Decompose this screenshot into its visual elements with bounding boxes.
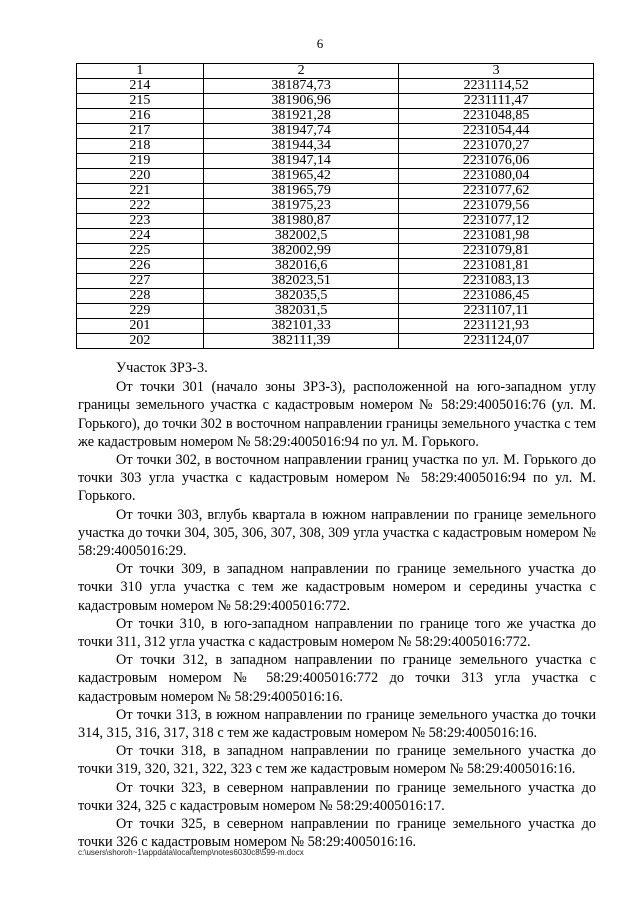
table-row — [77, 274, 594, 289]
table-cell: 218 — [77, 139, 204, 154]
table-cell: 2231076,06 — [399, 154, 594, 169]
table-cell: 382031,5 — [203, 304, 399, 319]
table-cell: 382002,5 — [203, 229, 399, 244]
table-cell: 229 — [77, 304, 204, 319]
paragraph: От точки 323, в северном направлении по границе земельного участка до точки 324, 325 с кадастровым номером № 58:29:4005016:17. — [78, 779, 596, 814]
table-row — [77, 79, 594, 94]
table-cell: 382016,6 — [203, 259, 399, 274]
paragraph-list — [78, 378, 596, 851]
table-row — [77, 94, 594, 109]
table-cell: 1 — [77, 64, 204, 79]
table-cell: 382035,5 — [203, 289, 399, 304]
table-row — [77, 184, 594, 199]
table-cell: 226 — [77, 259, 204, 274]
table-cell: 214 — [77, 79, 204, 94]
table-cell: 382101,33 — [203, 319, 399, 334]
paragraph: От точки 302, в восточном направлении границ участка по ул. М. Горького до точки 303 угла участка с кадастровым номером № 58:29:4005016:94 по ул. М. Горького. — [78, 452, 596, 505]
table-cell: 382023,51 — [203, 274, 399, 289]
table-cell: 382002,99 — [203, 244, 399, 259]
table-cell: 216 — [77, 109, 204, 124]
coordinates-table-body — [77, 64, 594, 349]
table-cell: 382111,39 — [203, 334, 399, 349]
table-header-row — [77, 64, 594, 79]
table-cell: 2 — [203, 64, 399, 79]
table-cell: 228 — [77, 289, 204, 304]
paragraph: От точки 313, в южном направлении по границе земельного участка до точки 314, 315, 316, 317, 318 с тем же кадастровым номером № 58:29:4005016:16. — [78, 706, 596, 742]
table-cell: 219 — [77, 154, 204, 169]
table-cell: 225 — [77, 244, 204, 259]
table-row — [77, 154, 594, 169]
table-cell: 381965,79 — [203, 184, 399, 199]
table-cell: 220 — [77, 169, 204, 184]
table-row — [77, 124, 594, 139]
paragraph: От точки 318, в западном направлении по границе земельного участка до точки 319, 320, 321, 322, 323 с тем же кадастровым номером № 58:29:4005016:16. — [78, 743, 596, 778]
table-cell: 2231111,47 — [399, 94, 594, 109]
table-row — [77, 139, 594, 154]
table-cell: 381947,74 — [203, 124, 399, 139]
document-body — [78, 359, 596, 851]
table-row — [77, 259, 594, 274]
table-cell: 2231048,85 — [399, 109, 594, 124]
table-cell: 223 — [77, 214, 204, 229]
coordinates-table — [76, 63, 594, 349]
table-cell: 2231070,27 — [399, 139, 594, 154]
table-cell: 2231077,12 — [399, 214, 594, 229]
paragraph: От точки 325, в северном направлении по границе земельного участка до точки 326 с кадастровым номером № 58:29:4005016:16. — [78, 816, 596, 851]
table-cell: 3 — [399, 64, 594, 79]
table-row — [77, 319, 594, 334]
table-cell: 2231081,81 — [399, 259, 594, 274]
table-cell: 2231086,45 — [399, 289, 594, 304]
table-cell: 217 — [77, 124, 204, 139]
table-cell: 201 — [77, 319, 204, 334]
table-cell: 381965,42 — [203, 169, 399, 184]
table-row — [77, 109, 594, 124]
page-number: 6 — [316, 36, 324, 51]
paragraph: От точки 301 (начало зоны ЗРЗ-3), расположенной на юго-западном углу границы земельного участка с кадастровым номером № 58:29:4005016:76 (ул. М. Горького), до точки 302 в восточном направлении границы земельного участка с тем же кадастровым номером № 58:29:4005016:94 по ул. М. Горького. — [78, 379, 596, 450]
table-cell: 2231077,62 — [399, 184, 594, 199]
file-path-footer: c:\users\shoroh~1\appdata\local\temp\notes6030c8\599-m.docx — [78, 848, 304, 857]
paragraph: От точки 303, вглубь квартала в южном направлении по границе земельного участка до точки 304, 305, 306, 307, 308, 309 угла участка с кадастровым номером № 58:29:4005016:29. — [78, 506, 596, 560]
table-cell: 2231121,93 — [399, 319, 594, 334]
table-cell: 222 — [77, 199, 204, 214]
paragraph: От точки 309, в западном направлении по границе земельного участка до точки 310 угла участка с тем же кадастровым номером и середины участка с кадастровым номером № 58:29:4005016:772. — [78, 561, 596, 614]
table-cell: 381921,28 — [203, 109, 399, 124]
paragraph: От точки 310, в юго-западном направлении по границе того же участка до точки 311, 312 угла участка с кадастровым номером № 58:29:4005016:772. — [78, 615, 596, 651]
section-heading: Участок ЗРЗ-3. — [116, 360, 208, 376]
table-cell: 381874,73 — [203, 79, 399, 94]
table-cell: 224 — [77, 229, 204, 244]
table-cell: 2231054,44 — [399, 124, 594, 139]
table-cell: 381980,87 — [203, 214, 399, 229]
table-cell: 2231079,81 — [399, 244, 594, 259]
table-row — [77, 244, 594, 259]
paragraph: От точки 312, в западном направлении по границе земельного участка с кадастровым номером № 58:29:4005016:772 до точки 313 угла участка с кадастровым номером № 58:29:4005016:16. — [78, 652, 596, 705]
table-cell: 2231124,07 — [399, 334, 594, 349]
table-row — [77, 334, 594, 349]
table-row — [77, 169, 594, 184]
table-row — [77, 229, 594, 244]
table-cell: 381944,34 — [203, 139, 399, 154]
table-row — [77, 304, 594, 319]
table-cell: 381947,14 — [203, 154, 399, 169]
table-row — [77, 199, 594, 214]
table-cell: 2231107,11 — [399, 304, 594, 319]
table-cell: 215 — [77, 94, 204, 109]
table-cell: 221 — [77, 184, 204, 199]
table-cell: 381975,23 — [203, 199, 399, 214]
table-cell: 2231079,56 — [399, 199, 594, 214]
table-cell: 2231114,52 — [399, 79, 594, 94]
table-row — [77, 289, 594, 304]
table-row — [77, 214, 594, 229]
table-cell: 2231080,04 — [399, 169, 594, 184]
table-cell: 227 — [77, 274, 204, 289]
table-cell: 2231083,13 — [399, 274, 594, 289]
table-cell: 202 — [77, 334, 204, 349]
table-cell: 2231081,98 — [399, 229, 594, 244]
table-cell: 381906,96 — [203, 94, 399, 109]
